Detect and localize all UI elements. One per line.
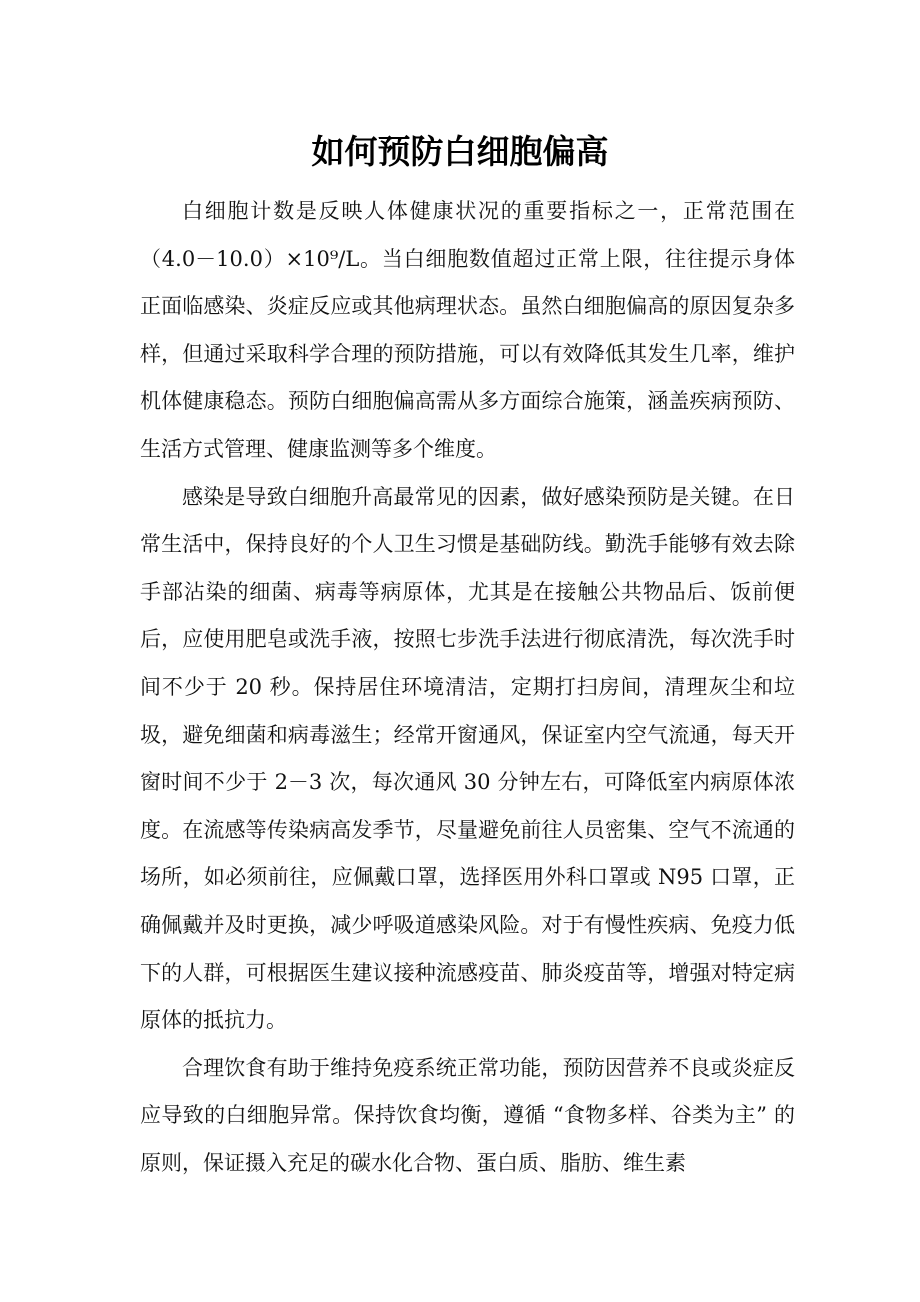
paragraph-diet: 合理饮食有助于维持免疫系统正常功能，预防因营养不良或炎症反应导致的白细胞异常。保持饮食均衡，遵循 “食物多样、谷类为主” 的原则，保证摄入充足的碳水化合物、蛋白质、脂肪、维生素	[140, 1055, 795, 1175]
page-title: 如何预防白细胞偏高	[311, 132, 609, 171]
paragraph-infection-prevention: 感染是导致白细胞升高最常见的因素，做好感染预防是关键。在日常生活中，保持良好的个人卫生习惯是基础防线。勤洗手能够有效去除手部沾染的细菌、病毒等病原体，尤其是在接触公共物品后、饭前便后，应使用肥皂或洗手液，按照七步洗手法进行彻底清洗，每次洗手时间不少于 20 秒。保持居住环境清洁，定期打扫房间，清理灰尘和垃圾，避免细菌和病毒滋生；经常开窗通风，保证室内空气流通，每天开窗时间不少于 2－3 次，每次通风 30 分钟左右，可降低室内病原体浓度。在流感等传染病高发季节，尽量避免前往人员密集、空气不流通的场所，如必须前往，应佩戴口罩，选择医用外科口罩或 N95 口罩，正确佩戴并及时更换，减少呼吸道感染风险。对于有慢性疾病、免疫力低下的人群，可根据医生建议接种流感疫苗、肺炎疫苗等，增强对特定病原体的抵抗力。	[140, 484, 795, 1033]
document-body	[140, 188, 795, 1187]
paragraph-intro: 白细胞计数是反映人体健康状况的重要指标之一，正常范围在（4.0－10.0）×10⁹/L。当白细胞数值超过正常上限，往往提示身体正面临感染、炎症反应或其他病理状态。虽然白细胞偏高的原因复杂多样，但通过采取科学合理的预防措施，可以有效降低其发生几率，维护机体健康稳态。预防白细胞偏高需从多方面综合施策，涵盖疾病预防、生活方式管理、健康监测等多个维度。	[140, 199, 795, 461]
